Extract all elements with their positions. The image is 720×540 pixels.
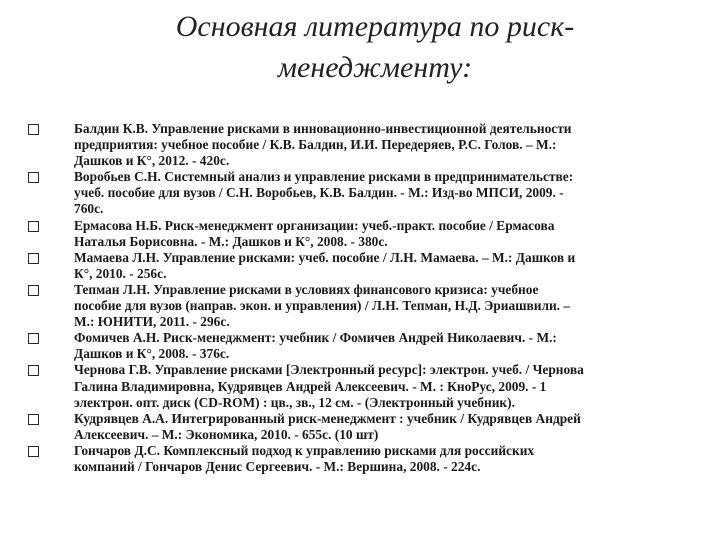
square-bullet-icon [28, 253, 39, 264]
reference-item [28, 250, 692, 282]
square-bullet-icon [28, 285, 39, 296]
reference-item [28, 282, 692, 330]
reference-text-line: Кудрявцев А.А. Интегрированный риск-менеджмент : учебник / Кудрявцев Андрей [74, 410, 581, 426]
reference-text-line: Воробьев С.Н. Системный анализ и управление рисками в предпринимательстве: [74, 169, 574, 185]
reference-item [28, 218, 692, 250]
square-bullet-icon [28, 172, 39, 183]
reference-text-line: Алексеевич. – М.: Экономика, 2010. - 655с. (10 шт) [74, 426, 379, 442]
square-bullet-icon [28, 221, 39, 232]
reference-item [28, 330, 692, 362]
square-bullet-icon [28, 333, 39, 344]
reference-list [28, 121, 692, 475]
reference-text-line: Балдин К.В. Управление рисками в инновационно-инвестиционной деятельности [74, 121, 572, 136]
reference-text-line: компаний / Гончаров Денис Сергеевич. - М.: Вершина, 2008. - 224с. [74, 458, 481, 474]
reference-text-line: К°, 2010. - 256с. [74, 265, 167, 281]
reference-item [28, 362, 692, 410]
reference-item [28, 443, 692, 475]
reference-text-line: Гончаров Д.С. Комплексный подход к управлению рисками для российских [74, 442, 535, 458]
reference-text-line: пособие для вузов (направ. экон. и управления) / Л.Н. Тепман, Н.Д. Эриашвили. – [74, 298, 571, 314]
reference-text-line: Дашков и К°, 2008. - 376с. [74, 346, 230, 362]
reference-text-line: М.: ЮНИТИ, 2011. - 296с. [74, 314, 230, 330]
reference-text-line: Мамаева Л.Н. Управление рисками: учеб. пособие / Л.Н. Мамаева. – М.: Дашков и [74, 249, 576, 265]
reference-text-line: Наталья Борисовна. - М.: Дашков и К°, 2008. - 380с. [74, 233, 388, 249]
square-bullet-icon [28, 446, 39, 457]
reference-text-line: Дашков и К°, 2012. - 420с. [74, 153, 230, 169]
reference-text-line: Ермасова Н.Б. Риск-менеджмент организации: учеб.-практ. пособие / Ермасова [74, 217, 555, 233]
square-bullet-icon [28, 365, 39, 376]
reference-text-line: 760с. [74, 201, 104, 217]
square-bullet-icon [28, 124, 39, 135]
reference-text-line: предприятия: учебное пособие / К.В. Балдин, И.И. Передеряев, Р.С. Голов. – М.: [74, 137, 557, 153]
reference-text-line: учеб. пособие для вузов / С.Н. Воробьев, К.В. Балдин. - М.: Изд-во МПСИ, 2009. - [74, 185, 564, 201]
title-line-2: менеджменту: [277, 51, 473, 84]
reference-text-line: электрон. опт. диск (CD-ROM) : цв., зв., 12 см. - (Электронный учебник). [74, 394, 515, 410]
reference-text-line: Фомичев А.Н. Риск-менеджмент: учебник / Фомичев Андрей Николаевич. - М.: [74, 330, 557, 346]
square-bullet-icon [28, 414, 39, 425]
reference-item [28, 411, 692, 443]
page-title [90, 6, 660, 88]
title-line-1: Основная литература по риск- [175, 10, 575, 43]
reference-text-line: Чернова Г.В. Управление рисками [Электронный ресурс]: электрон. учеб. / Чернова [74, 362, 584, 378]
reference-item [28, 121, 692, 169]
reference-text-line: Тепман Л.Н. Управление рисками в условиях финансового кризиса: учебное [74, 281, 539, 297]
reference-item [28, 169, 692, 217]
reference-text-line: Галина Владимировна, Кудрявцев Андрей Алексеевич. - М. : КноРус, 2009. - 1 [74, 378, 547, 394]
